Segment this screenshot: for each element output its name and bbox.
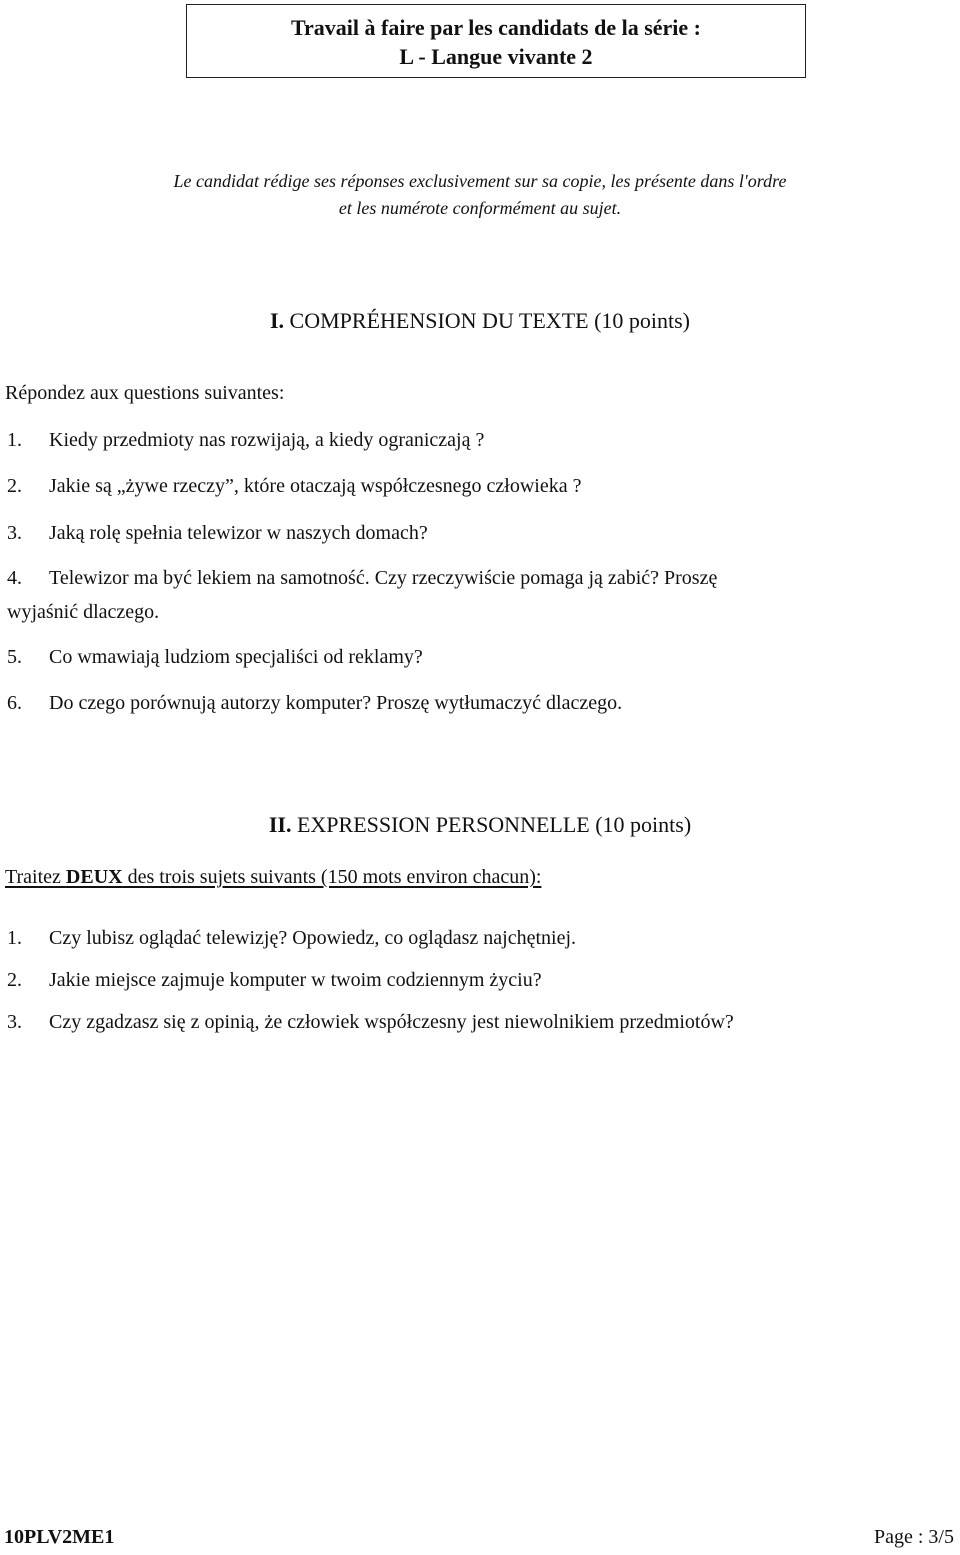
section-2-prompt-end: des trois sujets suivants (150 mots environ chacun): (122, 866, 542, 888)
header-line-1: Travail à faire par les candidats de la série : (290, 15, 702, 40)
topic-item (7, 963, 952, 997)
section-2-prompt (5, 866, 541, 889)
page-number: Page : 3/5 (874, 1526, 954, 1548)
header-box (186, 4, 806, 78)
question-text: Telewizor ma być lekiem na samotność. Czy rzeczywiście pomaga ją zabić? Proszę (49, 567, 718, 589)
question-item (7, 469, 952, 503)
question-number: 5. (7, 646, 22, 668)
question-text: Do czego porównują autorzy komputer? Proszę wytłumaczyć dlaczego. (49, 692, 623, 714)
question-text: Jaką rolę spełnia telewizor w naszych domach? (49, 522, 428, 544)
question-item (7, 423, 952, 457)
question-text: Jakie są „żywe rzeczy”, które otaczają współczesnego człowieka ? (49, 475, 582, 497)
topic-item (7, 921, 952, 955)
topic-text: Jakie miejsce zajmuje komputer w twoim codziennym życiu? (49, 969, 542, 991)
topic-number: 1. (7, 927, 22, 949)
instructions-line-2: et les numérote conformément au sujet. (338, 198, 622, 218)
topic-number: 2. (7, 969, 22, 991)
question-text: Kiedy przedmioty nas rozwijają, a kiedy ograniczają ? (49, 429, 485, 451)
section-2-heading: EXPRESSION PERSONNELLE (10 points) (296, 812, 692, 837)
section-1-heading: COMPRÉHENSION DU TEXTE (10 points) (289, 308, 691, 333)
question-text-continued: wyjaśnić dlaczego. (7, 601, 160, 623)
question-number: 1. (7, 429, 22, 451)
question-text: Co wmawiają ludziom specjaliści od reklamy? (49, 646, 423, 668)
question-item (7, 686, 952, 720)
question-number: 4. (7, 567, 22, 589)
question-item (7, 516, 952, 550)
section-2-title (0, 812, 960, 838)
section-1-prompt: Répondez aux questions suivantes: (5, 382, 285, 404)
question-item (7, 561, 952, 629)
instructions (0, 168, 960, 222)
topic-text: Czy lubisz oglądać telewizję? Opowiedz, co oglądasz najchętniej. (49, 927, 577, 949)
question-item (7, 640, 952, 674)
document-code: 10PLV2ME1 (4, 1526, 115, 1548)
header-line-2: L - Langue vivante 2 (399, 44, 593, 69)
section-2-prompt-start: Traitez (5, 866, 66, 888)
section-2-number: II. (268, 812, 292, 837)
topic-item (7, 1005, 952, 1039)
section-1-number: I. (269, 308, 285, 333)
topic-text: Czy zgadzasz się z opinią, że człowiek współczesny jest niewolnikiem przedmiotów? (49, 1011, 734, 1033)
question-number: 2. (7, 475, 22, 497)
topic-number: 3. (7, 1011, 22, 1033)
question-number: 6. (7, 692, 22, 714)
section-1-title (0, 308, 960, 334)
section-2-prompt-emphasis: DEUX (65, 866, 123, 888)
question-number: 3. (7, 522, 22, 544)
instructions-line-1: Le candidat rédige ses réponses exclusivement sur sa copie, les présente dans l'ordre (173, 171, 787, 191)
